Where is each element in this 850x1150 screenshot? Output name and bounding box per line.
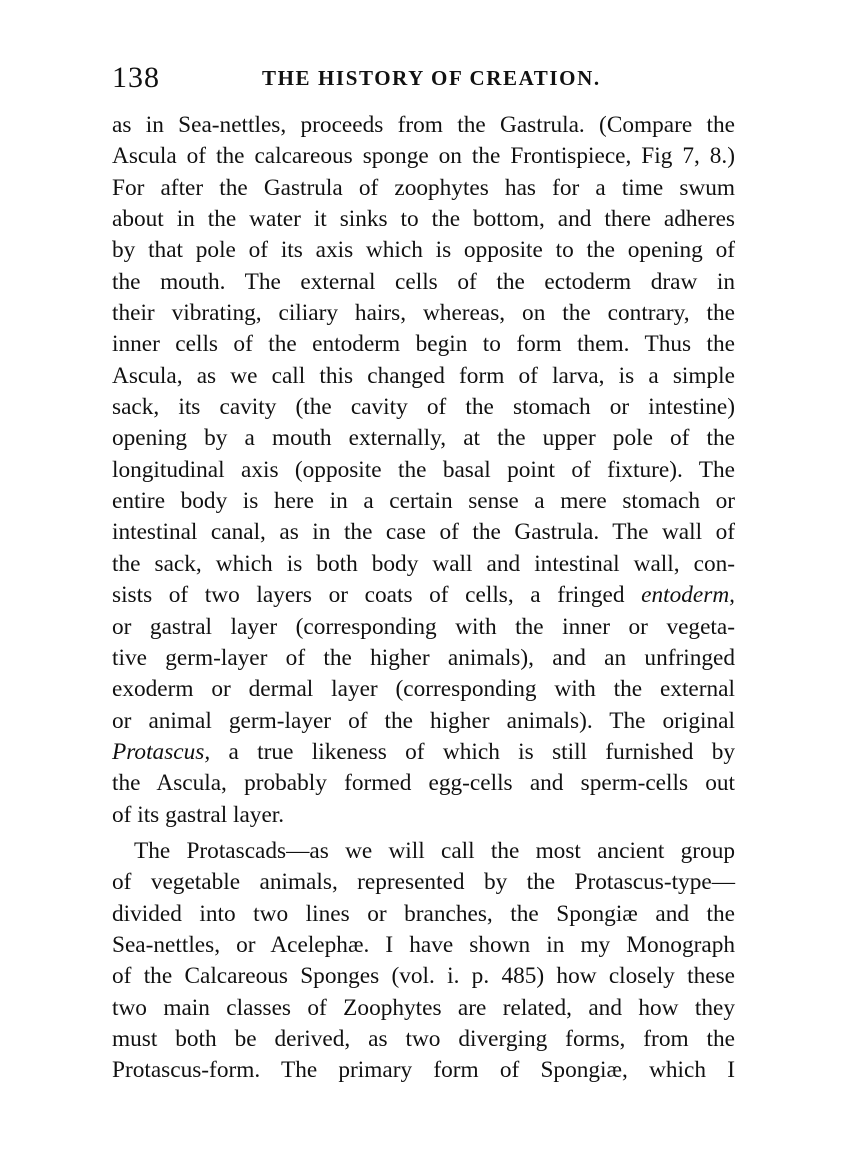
text-line: opening by a mouth externally, at the upper pole of the (112, 425, 735, 452)
page-number: 138 (112, 61, 160, 94)
text-line: sack, its cavity (the cavity of the stomach or intestine) (112, 394, 735, 421)
text-line: inner cells of the entoderm begin to form them. Thus the (112, 331, 735, 358)
text-line: must both be derived, as two diverging forms, from the (112, 1025, 735, 1052)
text-line: For after the Gastrula of zoophytes has for a time swum (112, 174, 735, 201)
text-line: Protascus-form. The primary form of Spongiæ, which I (112, 1057, 735, 1084)
text-line: divided into two lines or branches, the Spongiæ and the (112, 900, 735, 927)
text-line: of vegetable animals, represented by the Protascus-type— (112, 869, 735, 896)
text-line: two main classes of Zoophytes are related, and how they (112, 994, 735, 1021)
text-line: the Ascula, probably formed egg-cells and sperm-cells out (112, 770, 735, 797)
text-line: Sea-nettles, or Acelephæ. I have shown in my Monograph (112, 931, 735, 958)
text-line: The Protascads—as we will call the most ancient group (134, 837, 735, 864)
text-line: entire body is here in a certain sense a mere stomach or (112, 488, 735, 515)
text-line: their vibrating, ciliary hairs, whereas, on the contrary, the (112, 300, 735, 327)
text-line: the sack, which is both body wall and intestinal wall, con- (112, 550, 735, 577)
text-line: of the Calcareous Sponges (vol. i. p. 485) how closely these (112, 963, 735, 990)
text-line: by that pole of its axis which is opposite to the opening of (112, 237, 735, 264)
text-line: tive germ-layer of the higher animals), and an unfringed (112, 644, 735, 671)
running-head (112, 58, 740, 98)
body-text (112, 110, 735, 1087)
text-line: longitudinal axis (opposite the basal point of fixture). The (112, 456, 735, 483)
italic-term-protascus: Protascus, (112, 738, 211, 765)
text-line: intestinal canal, as in the case of the Gastrula. The wall of (112, 519, 735, 546)
text-run: a true likeness of which is still furnished by (210, 738, 735, 765)
text-line: or gastral layer (corresponding with the inner or vegeta- (112, 613, 735, 640)
text-line: or animal germ-layer of the higher animals). The original (112, 707, 735, 734)
text-line (112, 737, 735, 768)
running-title: THE HISTORY OF CREATION. (262, 66, 601, 90)
italic-term-entoderm: entoderm, (641, 582, 735, 609)
text-line: Ascula of the calcareous sponge on the Frontispiece, Fig 7, 8.) (112, 143, 735, 170)
text-line: about in the water it sinks to the bottom, and there adheres (112, 206, 735, 233)
text-line (112, 580, 735, 611)
paragraph-2 (112, 836, 735, 1087)
text-line: the mouth. The external cells of the ectoderm draw in (112, 268, 735, 295)
text-line: as in Sea-nettles, proceeds from the Gastrula. (Compare the (112, 112, 735, 138)
text-line: Ascula, as we call this changed form of larva, is a simple (112, 362, 735, 389)
text-run: sists of two layers or coats of cells, a fringed (112, 582, 642, 609)
paragraph-1 (112, 110, 735, 831)
text-line: of its gastral layer. (112, 801, 285, 828)
text-line: exoderm or dermal layer (corresponding with the external (112, 676, 735, 703)
